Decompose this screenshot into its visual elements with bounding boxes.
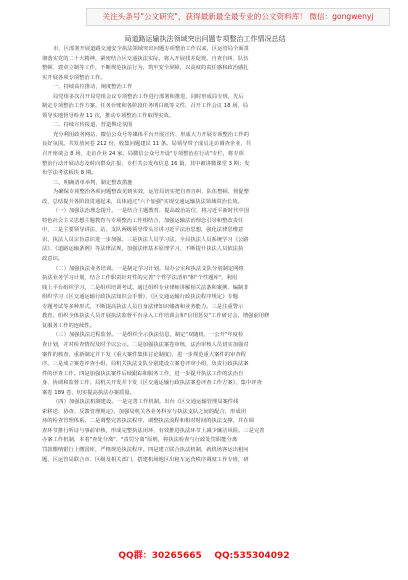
document-line: 复服务工作的连续性。: [42, 322, 95, 329]
document-line: 法》、《道路运输条例》等法律法规，加强法律基本原理学习，不断提升执法人员依法执: [42, 246, 244, 253]
document-line: 实开展各项专项整治工作。: [42, 74, 106, 81]
document-line: 改、总结提升各阶段贯通起来，具体通过"六个加强"实现交通运输执法领域常治长效。: [42, 198, 243, 205]
document-line: 中，二是主要领导讲法、站、支队两级领导带头宣讲习近平法治思想，强化法律思维意: [42, 227, 244, 234]
document-line: 为确保专项整治各项问题整改见到实效，运管局切实把自查自纠、队伍整顿、督促整: [53, 189, 249, 196]
document-line: 索移送、协查、反馈管理规定》，加强局机关各业务科室与执法支队之间的配合，形成闭: [42, 408, 246, 415]
promo-banner-text: 关注头条号"公文研究"，获得最新最全最专业的公文资料库！ 微信：gongwenyj: [102, 12, 374, 21]
document-line: 环的检查管理体系。二是调整完善执法程序，调整执法流程和相对时间的执法支撑，并在调: [42, 418, 254, 425]
document-line: 政意识。: [42, 256, 64, 263]
document-line: 序。三是成立案卷评查小组，局机关执法支队分别建设立案卷评审小组，负责行政执法案: [42, 361, 249, 368]
document-body: [42, 34, 368, 465]
document-paragraphs: [42, 45, 368, 465]
document-line: 办案工作机制，本着"查处分离"、"责罚分离"原则，将执法检查与行政处罚职能分离: [42, 437, 238, 444]
document-line: 查环节推行听证与事前审核，形成完整执法闭环，有效推进执法环节上减少廉洁风险。三是完善: [42, 427, 265, 434]
document-line: 案件的核查，重新制定并下发《重大案件集体讨论制度》，进一步规范重大案件的审查程: [42, 351, 246, 358]
document-line: 制定专项整治工作方案。任务台账和各阶段任务明白纸等文件，召开工作会议 18 场，局: [42, 103, 249, 110]
document-line: 布学法考法板块 8 期。: [42, 170, 97, 177]
document-line: 题，区运管局联合市、区级及相关部门，搭建机场地区出租车运营秩序调度工作专班，研: [42, 456, 249, 463]
document-line: （三）加强执法过程监督。一是组织全示执法信息，制定"双随机、一公开"年度检: [53, 332, 244, 339]
document-line: 识，执法人员宗旨意识进一步加强。三是执法人员学习法，全局执法人员系统学习《公路: [42, 236, 249, 243]
document-line: 召开座谈会 8 场，走访企业 24 家，局微信公众号开设"专项整治在行动"专栏，将专项: [42, 151, 244, 158]
document-line: 领导实地督导检查 11 次，推动专项整治工作取得实效。: [42, 112, 174, 119]
document-line: 线上平台组织学习。二是组织培训考试。通过组织专业律师讲解相关法条和案例、编制非: [42, 284, 249, 291]
document-line: 充分利用政务网站、微信公众号等媒体平台开展宣传、形成大力开展专项整治工作的: [53, 131, 249, 138]
document-line: 案卷 189 卷，切实提高执法办案质量。: [42, 389, 135, 396]
document-title: 局道路运输执法领域突出问题专项整治工作情况总结: [124, 35, 286, 43]
document-line: 局党组多次召开局党组会议专项整治工作进行部署和推进，同时形成局专班，先后: [53, 93, 244, 100]
document-line: 执法业务学习计划，结合工作职责针对性的完善"个性学法清单"和"个性题库"，利用: [42, 275, 238, 282]
document-line: （一）加强法治理念提升。一是结合主题教育，提高政治站位，将习近平新时代中国: [53, 208, 249, 215]
document-line: 一、持续高位推动，阐度整治工作: [53, 84, 133, 91]
document-line: （四）加强执法机制建设。一是完善工作机制。出台《区交通运输管理局案件线: [53, 399, 239, 406]
document-line: 件的评查工作。四是加强执法案件后续跟踪和服务工作，进一步提升执法工作的法治自: [42, 370, 244, 377]
document-line: 良好氛围。共发放问卷 212 份，收集问题建议 11 条。局领导带子成员走访调查企业，共: [42, 141, 251, 148]
document-line: 市、区部署开展道路交通安全执法领域突出问题专项整治工作以来，区运管局全面贯: [53, 46, 249, 52]
document-line: 查计划，并对检查情况及时予以公示。二是加强执法案卷审核，法治审核人员切实加强对: [42, 341, 249, 348]
footer-contact: QQ群：30265665 QQ:535304092: [118, 551, 290, 561]
document-line: 整顿、建章立制等工作，不断规范执法行为，筑牢安全屏障，以高度的责任感和政治感扎: [42, 65, 249, 72]
document-line: 组织学习《区交通运输行政执法知识会手册》、《区交通运输行政执法程序规定》专题: [42, 294, 238, 301]
document-line: （二）加强执法业务培训。一是制定学习计划。局办公室和执法支队分别制定网络: [53, 265, 244, 272]
document-line: 特色社会主义思想主题教育与专项整治工作相结合，加强运输法治理念引导和整改责任: [42, 217, 244, 224]
promo-banner: [86, 8, 390, 26]
document-line: 罚款缴纳银行上缴国库，严格规范执法程序。四是建立联合执法机制，就机场客运出租问: [42, 446, 249, 453]
document-line: 专题考试等多种形式，不断提高执法人员自身法律知识储备和业务能力。三是注重警示: [42, 303, 244, 310]
document-line: 教育。组织全体执法人员开展执法监督平台录入工作培训会和"信用惩复"工作研讨会，增强前用修: [42, 313, 270, 320]
document-line: 整治行动开展动态及时向群众汇报，专栏共公发布信息 16 篇，其中被讲微课堂 3 期；发: [42, 160, 250, 167]
document-line: 三、明确清单举判，制定整改措施: [53, 179, 133, 186]
document-line: 二、持续宣传报道，营造舆论氛围: [53, 122, 133, 129]
document-line: 彻落实党的二十大精神，紧密结合区交通执法实际，将入开展找差促规、自查自纠、队伍: [42, 55, 249, 62]
document-line: 身、协调和监督工作。局机关开发并下发《区交通运输行政执法案卷评查工作方案》，集中评查: [42, 380, 262, 387]
